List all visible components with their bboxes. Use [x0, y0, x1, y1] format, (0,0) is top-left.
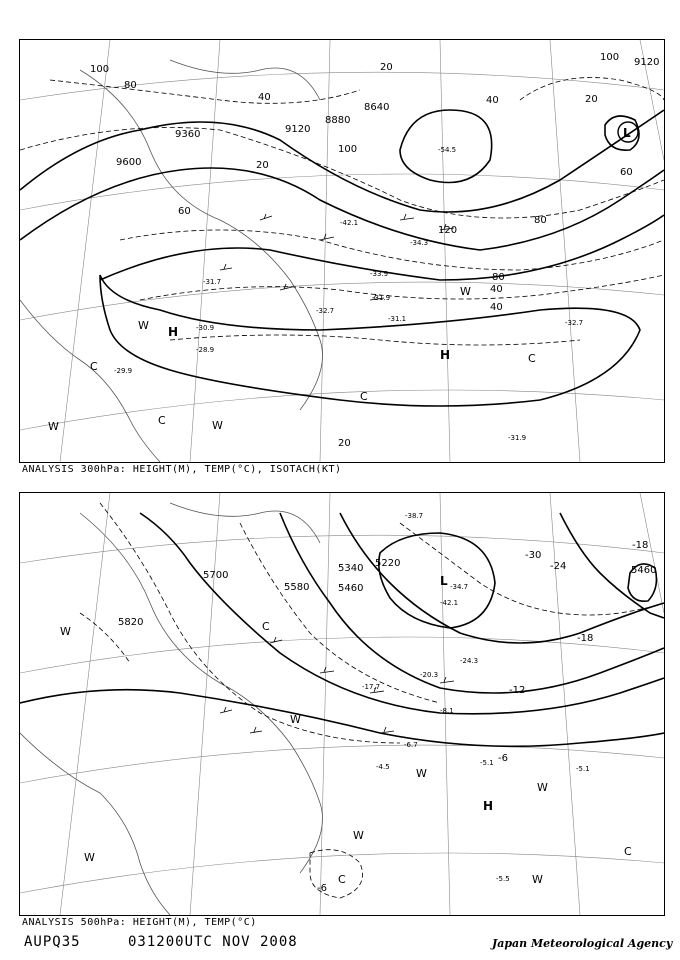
isotach-label: 40: [258, 92, 271, 103]
lower-temp-markers: [60, 620, 632, 886]
height-label: 5460: [631, 565, 657, 576]
warm-marker: W: [532, 873, 543, 886]
temp-label: -31.1: [388, 315, 407, 323]
height-label: 5340: [338, 563, 364, 574]
temp-label: -24: [550, 561, 567, 572]
height-label: 5220: [375, 558, 401, 569]
cold-marker: C: [262, 620, 270, 633]
high-center: H: [168, 325, 179, 339]
graticule: [20, 40, 664, 462]
low-center: L: [623, 126, 631, 140]
temp-value: -5.1: [480, 759, 494, 767]
isotach-label: 60: [178, 206, 191, 217]
high-center: H: [483, 799, 494, 813]
low-center: L: [440, 574, 448, 588]
warm-marker: W: [212, 419, 223, 432]
temp-value: -24.3: [460, 657, 479, 665]
temp-label: -6: [498, 753, 508, 764]
temp-value: -20.3: [420, 671, 439, 679]
height-label: 5700: [203, 570, 229, 581]
isotach-label: 80: [534, 215, 547, 226]
temp-value: -4.5: [376, 763, 390, 771]
isotach-label: 20: [380, 62, 393, 73]
temp-value: -5.1: [576, 765, 590, 773]
temp-value: -38.7: [405, 512, 424, 520]
upper-temp-labels: [114, 146, 583, 442]
temp-label: -42.1: [340, 219, 359, 227]
caption-300hpa: ANALYSIS 300hPa: HEIGHT(M), TEMP(°C), ISOTACH(KT): [22, 464, 342, 475]
isotach-label: 20: [585, 94, 598, 105]
isotach-label: 80: [124, 80, 137, 91]
temp-label: -31.7: [203, 278, 222, 286]
map-300hpa-svg: [20, 40, 664, 462]
isotach-label: 40: [490, 284, 503, 295]
temp-label: -30.9: [196, 324, 215, 332]
cold-marker: C: [90, 360, 98, 373]
warm-marker: W: [353, 829, 364, 842]
temp-label: -18: [632, 540, 649, 551]
chart-id: AUPQ35: [24, 934, 81, 950]
lower-temp-contour-labels: [317, 540, 648, 894]
temp-value: -42.1: [440, 599, 459, 607]
coastline: [20, 60, 323, 462]
map-500hpa-svg: [20, 493, 664, 915]
temp-value: -17.7: [362, 683, 381, 691]
isotach-label: 60: [620, 167, 633, 178]
map-300hpa: [19, 39, 665, 463]
warm-marker: W: [138, 319, 149, 332]
temp-label: -33.9: [370, 270, 389, 278]
height-label: 5820: [118, 617, 144, 628]
temp-label: -34.3: [410, 239, 429, 247]
valid-time: 031200UTC NOV 2008: [128, 934, 298, 950]
high-center: H: [440, 348, 451, 362]
warm-marker: W: [84, 851, 95, 864]
temp-label: -30: [525, 550, 542, 561]
isotach-label: 100: [90, 64, 110, 75]
temp-label: -31.9: [372, 294, 391, 302]
coastline: [20, 503, 323, 915]
height-label: 5580: [284, 582, 310, 593]
isotach-label: 20: [256, 160, 269, 171]
temp-label: -28.9: [196, 346, 215, 354]
height-label: 5460: [338, 583, 364, 594]
cold-marker: C: [158, 414, 166, 427]
warm-marker: W: [537, 781, 548, 794]
cold-marker: C: [338, 873, 346, 886]
isotach-label: 20: [338, 438, 351, 449]
warm-marker: W: [460, 285, 471, 298]
temp-label: -18: [577, 633, 594, 644]
height-label: 9120: [634, 57, 660, 68]
isotach-label: 100: [338, 144, 358, 155]
temp-label: -32.7: [316, 307, 335, 315]
temp-value: -5.5: [496, 875, 510, 883]
isotach-label: 80: [492, 272, 505, 283]
upper-height-labels: [116, 57, 659, 168]
map-500hpa: [19, 492, 665, 916]
temp-label: -31.9: [508, 434, 527, 442]
temp-label: -54.5: [438, 146, 457, 154]
isotach-label: 120: [438, 225, 458, 236]
isotach-label: 100: [600, 52, 620, 63]
cold-marker: C: [624, 845, 632, 858]
cold-marker: C: [360, 390, 368, 403]
height-label: 8640: [364, 102, 390, 113]
upper-temp-markers: [48, 285, 536, 433]
temp-value: -34.7: [450, 583, 469, 591]
warm-marker: W: [60, 625, 71, 638]
caption-500hpa: ANALYSIS 500hPa: HEIGHT(M), TEMP(°C): [22, 917, 257, 928]
warm-marker: W: [290, 713, 301, 726]
cold-marker: C: [528, 352, 536, 365]
agency-name: Japan Meteorological Agency: [492, 937, 673, 950]
height-label: 9120: [285, 124, 311, 135]
warm-marker: W: [416, 767, 427, 780]
height-label: 9600: [116, 157, 142, 168]
isotach-label: 40: [486, 95, 499, 106]
temp-label: -29.9: [114, 367, 133, 375]
warm-marker: W: [48, 420, 59, 433]
temp-label: -12: [509, 685, 526, 696]
height-label: 8880: [325, 115, 351, 126]
temp-value: -6.7: [404, 741, 418, 749]
height-label: 9360: [175, 129, 201, 140]
isotach-label: 40: [490, 302, 503, 313]
temp-label: -32.7: [565, 319, 584, 327]
temp-value: -8.1: [440, 707, 454, 715]
temp-label: -6: [317, 883, 327, 894]
